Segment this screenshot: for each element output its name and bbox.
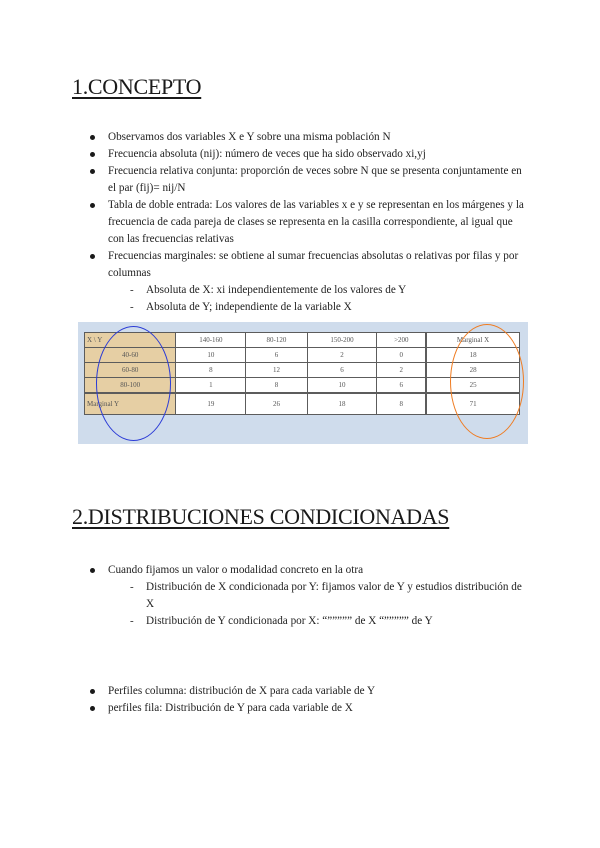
table-header-cell: 80-120 xyxy=(246,333,307,348)
table-row-label: 40-60 xyxy=(85,348,176,363)
table-cell: 0 xyxy=(377,348,426,363)
table-header-cell: 140-160 xyxy=(176,333,246,348)
list-item: perfiles fila: Distribución de Y para cada variable de X xyxy=(88,700,528,717)
sub-list xyxy=(108,282,528,316)
table-row xyxy=(85,348,520,363)
table-header-row xyxy=(85,333,520,348)
contingency-table xyxy=(84,332,520,415)
table-cell: 25 xyxy=(426,378,519,394)
table-cell: 12 xyxy=(246,363,307,378)
table-cell: 28 xyxy=(426,363,519,378)
profiles-list xyxy=(88,683,528,717)
table-cell: 71 xyxy=(426,393,519,415)
contingency-table-image xyxy=(78,322,528,444)
table-header-cell: 150-200 xyxy=(307,333,377,348)
table-cell: 8 xyxy=(377,393,426,415)
table-cell: 19 xyxy=(176,393,246,415)
list-item xyxy=(88,562,528,630)
sub-list-item: - Distribución de Y condicionada por X: “””””” de X “””””” de Y xyxy=(126,613,528,630)
list-item: Perfiles columna: distribución de X para cada variable de Y xyxy=(88,683,528,700)
sub-list-item: - Distribución de X condicionada por Y: fijamos valor de Y y estudios distribución de X xyxy=(126,579,528,613)
table-cell: 1 xyxy=(176,378,246,394)
table-cell: 10 xyxy=(307,378,377,394)
table-marginal-row xyxy=(85,393,520,415)
section-2-title: 2.DISTRIBUCIONES CONDICIONADAS xyxy=(72,504,450,529)
sub-list-item: - Absoluta de Y; independiente de la variable X xyxy=(126,299,528,316)
table-cell: 6 xyxy=(307,363,377,378)
table-cell: 2 xyxy=(377,363,426,378)
table-header-cell: Marginal X xyxy=(426,333,519,348)
list-item-text: Frecuencias marginales: se obtiene al sumar frecuencias absolutas o relativas por filas y por columnas xyxy=(108,250,519,279)
sub-list xyxy=(108,579,528,630)
list-item: Frecuencia relativa conjunta: proporción de veces sobre N que se presenta conjuntamente en el par (fij)= nij/N xyxy=(88,163,528,197)
table-cell: 6 xyxy=(377,378,426,394)
table-row-label: Marginal Y xyxy=(85,393,176,415)
table-cell: 2 xyxy=(307,348,377,363)
section-1-title: 1.CONCEPTO xyxy=(72,74,202,99)
table-cell: 18 xyxy=(307,393,377,415)
list-item: Observamos dos variables X e Y sobre una misma población N xyxy=(88,129,528,146)
table-cell: 26 xyxy=(246,393,307,415)
table-corner-cell: X \ Y xyxy=(85,333,176,348)
conditional-list xyxy=(88,562,528,630)
table-cell: 6 xyxy=(246,348,307,363)
list-item: Tabla de doble entrada: Los valores de las variables x e y se representan en los márgenes y la frecuencia de cada pareja de clases se representa en la casilla correspondiente, al igual que con las frecuencias relativas xyxy=(88,197,528,248)
table-row-label: 80-100 xyxy=(85,378,176,394)
table-cell: 18 xyxy=(426,348,519,363)
table-row-label: 60-80 xyxy=(85,363,176,378)
table-cell: 10 xyxy=(176,348,246,363)
list-item xyxy=(88,248,528,316)
list-item-text: Cuando fijamos un valor o modalidad concreto en la otra xyxy=(108,564,364,576)
table-header-cell: >200 xyxy=(377,333,426,348)
table-row xyxy=(85,378,520,394)
sub-list-item: - Absoluta de X: xi independientemente de los valores de Y xyxy=(126,282,528,299)
table-cell: 8 xyxy=(246,378,307,394)
table-row xyxy=(85,363,520,378)
list-item: Frecuencia absoluta (nij): número de veces que ha sido observado xi,yj xyxy=(88,146,528,163)
concept-list xyxy=(88,129,528,316)
table-cell: 8 xyxy=(176,363,246,378)
